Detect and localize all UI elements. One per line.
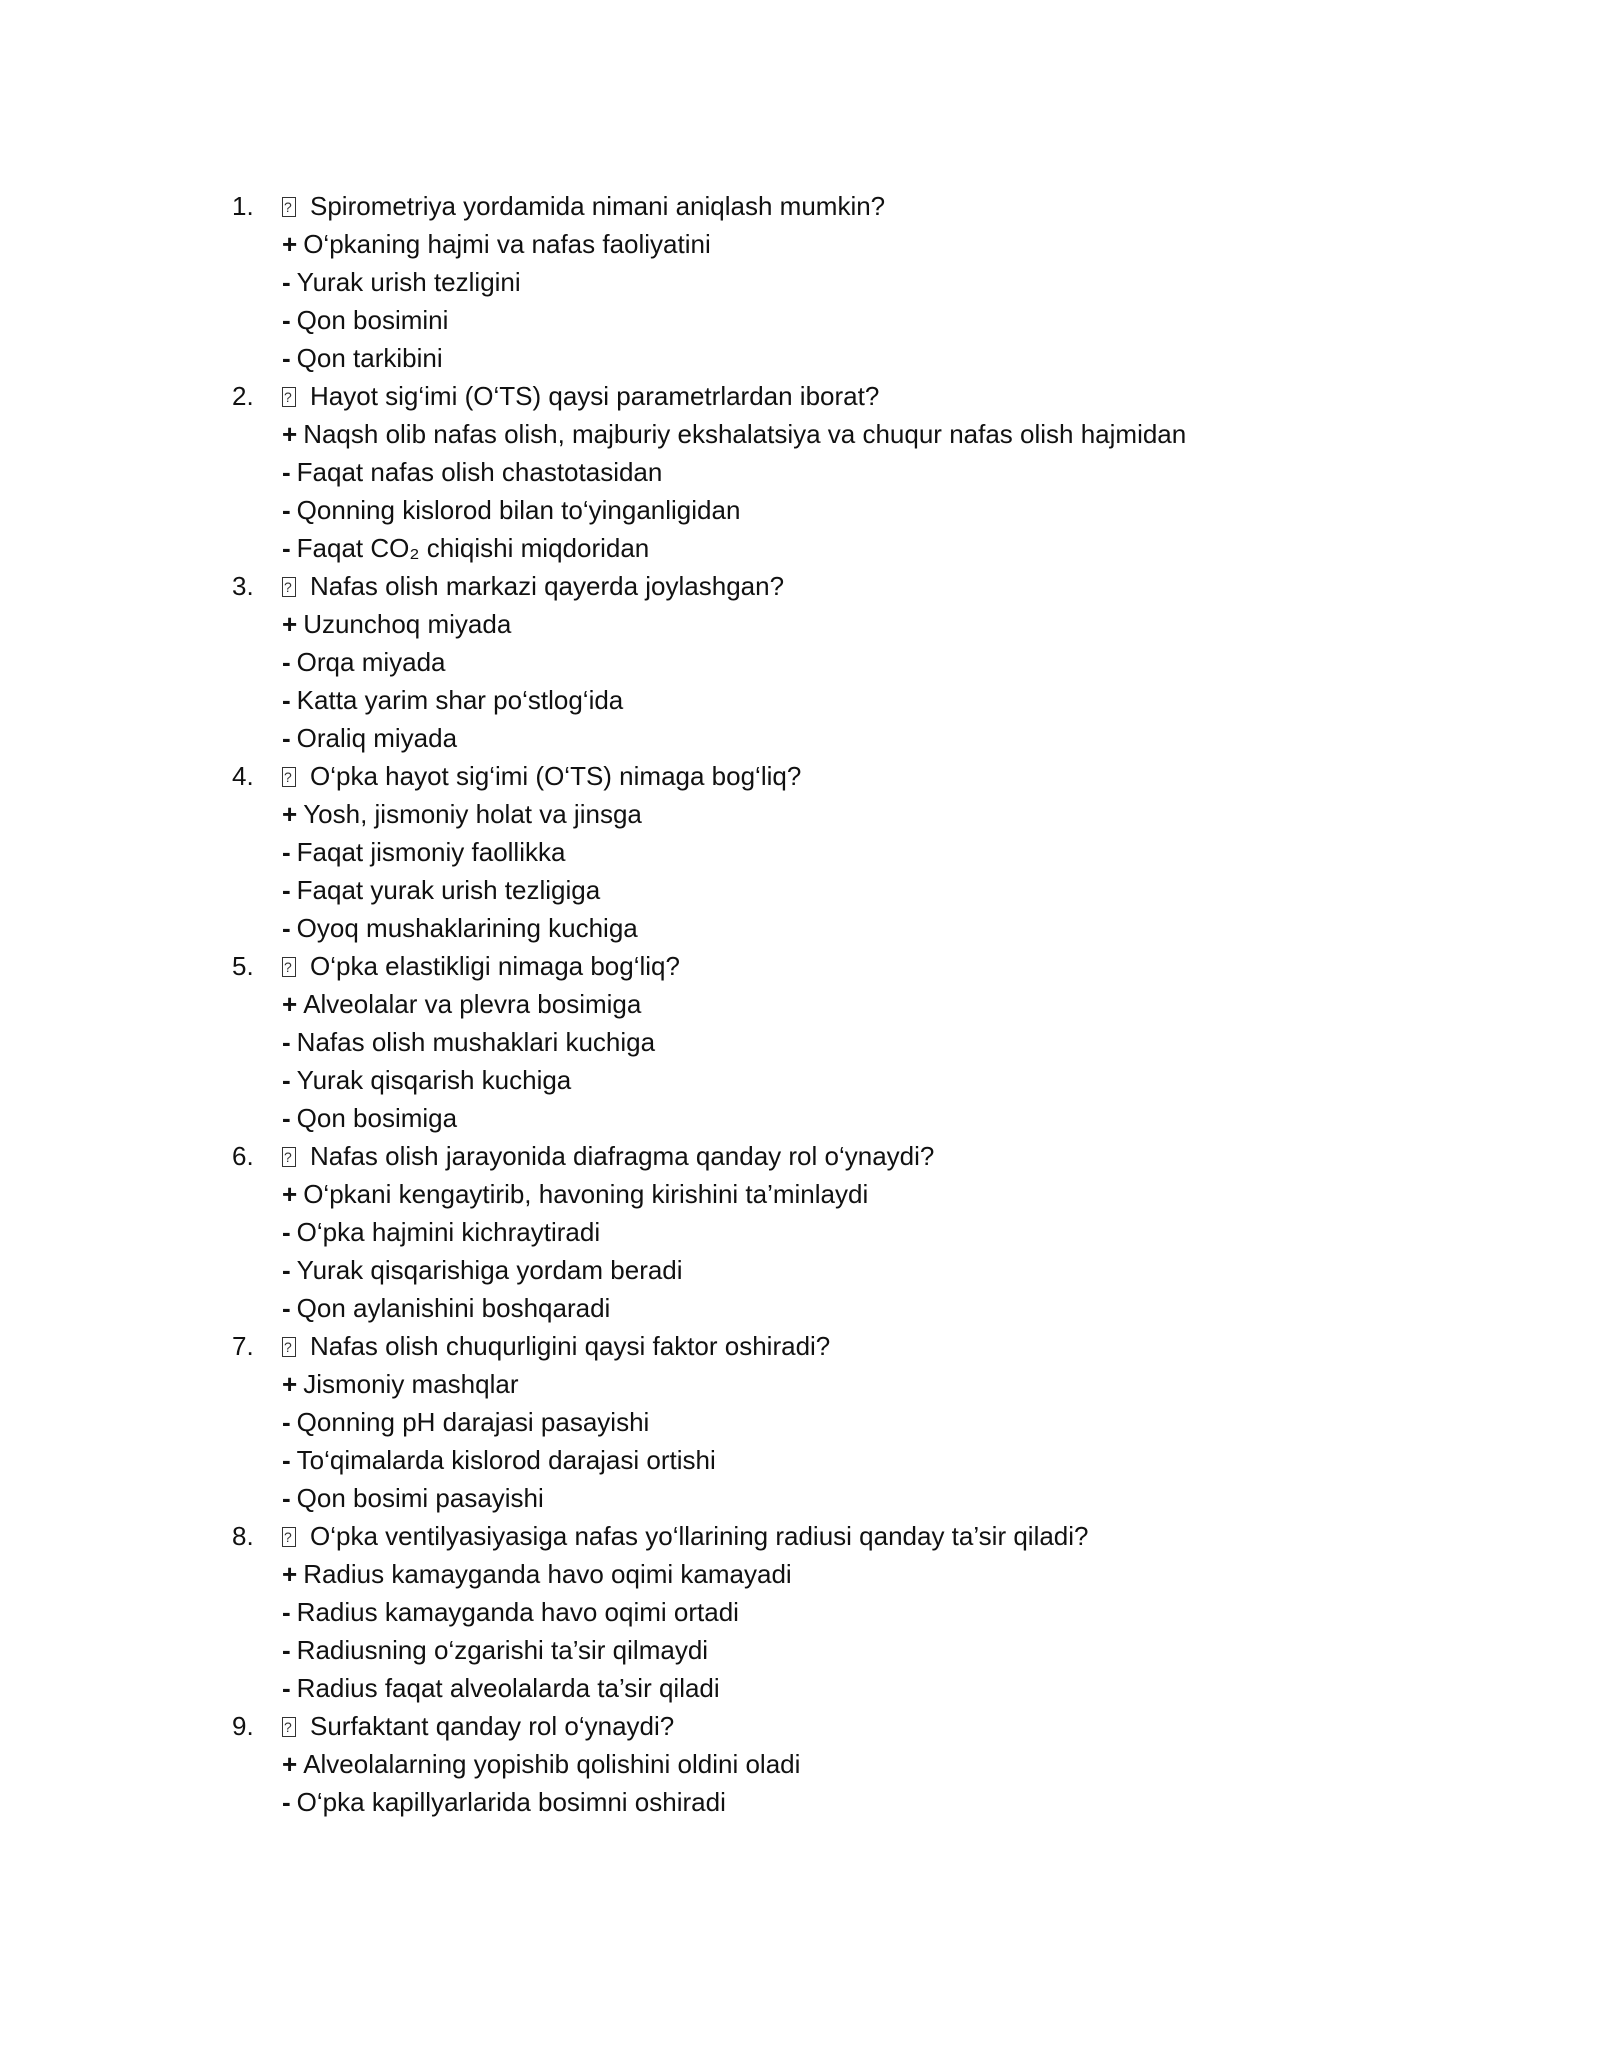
question-text: Surfaktant qanday rol o‘ynaydi? xyxy=(310,1711,675,1741)
answer-text: Yurak urish tezligini xyxy=(296,267,521,297)
answer-text: Faqat jismoniy faollikka xyxy=(296,837,566,867)
correct-answer-option xyxy=(232,985,1432,1023)
answer-mark: + xyxy=(282,1369,298,1399)
answer-mark: - xyxy=(282,1445,291,1475)
correct-answer-option xyxy=(232,1365,1432,1403)
answer-option xyxy=(232,1099,1432,1137)
answer-text: Qon bosimiga xyxy=(296,1103,458,1133)
correct-answer-option xyxy=(232,225,1432,263)
question-text: Spirometriya yordamida nimani aniqlash mumkin? xyxy=(310,191,886,221)
correct-answer-option xyxy=(232,1175,1432,1213)
question-number: 7. xyxy=(232,1331,254,1361)
question-number: 3. xyxy=(232,571,254,601)
question-text: Nafas olish chuqurligini qaysi faktor oshiradi? xyxy=(310,1331,831,1361)
answer-mark: - xyxy=(282,1293,291,1323)
answer-mark: + xyxy=(282,419,298,449)
question-number: 5. xyxy=(232,951,254,981)
answer-text: Faqat CO₂ chiqishi miqdoridan xyxy=(296,533,650,563)
answer-text: Alveolalarning yopishib qolishini oldini oladi xyxy=(303,1749,801,1779)
answer-option xyxy=(232,491,1432,529)
question-number: 9. xyxy=(232,1711,254,1741)
answer-text: Naqsh olib nafas olish, majburiy ekshalatsiya va chuqur nafas olish hajmidan xyxy=(303,419,1187,449)
question-line xyxy=(232,567,1432,605)
answer-option xyxy=(232,1023,1432,1061)
answer-mark: - xyxy=(282,1255,291,1285)
answer-text: O‘pkani kengaytirib, havoning kirishini ta’minlaydi xyxy=(303,1179,869,1209)
missing-glyph-icon xyxy=(282,767,296,787)
question-text: Hayot sig‘imi (O‘TS) qaysi parametrlardan iborat? xyxy=(310,381,880,411)
answer-text: Uzunchoq miyada xyxy=(303,609,512,639)
answer-option xyxy=(232,529,1432,567)
answer-mark: + xyxy=(282,1559,298,1589)
answer-option xyxy=(232,833,1432,871)
answer-text: Jismoniy mashqlar xyxy=(303,1369,519,1399)
answer-mark: - xyxy=(282,495,291,525)
question-line xyxy=(232,1137,1432,1175)
answer-text: Alveolalar va plevra bosimiga xyxy=(303,989,642,1019)
answer-mark: - xyxy=(282,533,291,563)
answer-text: Radius kamayganda havo oqimi kamayadi xyxy=(303,1559,792,1589)
missing-glyph-icon xyxy=(282,1717,296,1737)
answer-option xyxy=(232,1441,1432,1479)
answer-option xyxy=(232,1669,1432,1707)
answer-option xyxy=(232,1479,1432,1517)
missing-glyph-icon xyxy=(282,1527,296,1547)
correct-answer-option xyxy=(232,605,1432,643)
answer-mark: - xyxy=(282,1027,291,1057)
answer-option xyxy=(232,643,1432,681)
correct-answer-option xyxy=(232,1745,1432,1783)
missing-glyph-icon xyxy=(282,1337,296,1357)
question-line xyxy=(232,947,1432,985)
answer-text: Radius kamayganda havo oqimi ortadi xyxy=(296,1597,739,1627)
answer-option xyxy=(232,1061,1432,1099)
answer-mark: - xyxy=(282,647,291,677)
answer-text: Qonning kislorod bilan to‘yinganligidan xyxy=(296,495,741,525)
missing-glyph-icon xyxy=(282,577,296,597)
question-item xyxy=(232,1137,1432,1327)
answer-mark: - xyxy=(282,1787,291,1817)
answer-text: Radius faqat alveolalarda ta’sir qiladi xyxy=(296,1673,720,1703)
answer-text: Yurak qisqarish kuchiga xyxy=(296,1065,572,1095)
question-item xyxy=(232,567,1432,757)
answer-text: Faqat nafas olish chastotasidan xyxy=(296,457,663,487)
answer-text: Katta yarim shar po‘stlog‘ida xyxy=(296,685,624,715)
answer-mark: - xyxy=(282,913,291,943)
answer-text: Qonning pH darajasi pasayishi xyxy=(296,1407,650,1437)
correct-answer-option xyxy=(232,1555,1432,1593)
question-item xyxy=(232,1517,1432,1707)
answer-option xyxy=(232,453,1432,491)
question-number: 4. xyxy=(232,761,254,791)
answer-mark: + xyxy=(282,1179,298,1209)
answer-option xyxy=(232,871,1432,909)
answer-text: O‘pka hajmini kichraytiradi xyxy=(296,1217,601,1247)
answer-mark: + xyxy=(282,989,298,1019)
answer-mark: - xyxy=(282,1597,291,1627)
question-line xyxy=(232,377,1432,415)
missing-glyph-icon xyxy=(282,387,296,407)
answer-option xyxy=(232,1213,1432,1251)
answer-text: Yurak qisqarishiga yordam beradi xyxy=(296,1255,683,1285)
answer-text: Orqa miyada xyxy=(296,647,446,677)
question-text: O‘pka ventilyasiyasiga nafas yo‘llarining radiusi qanday ta’sir qiladi? xyxy=(310,1521,1089,1551)
answer-text: Qon bosimini xyxy=(296,305,449,335)
question-number: 1. xyxy=(232,191,254,221)
correct-answer-option xyxy=(232,795,1432,833)
question-number: 6. xyxy=(232,1141,254,1171)
answer-text: Faqat yurak urish tezligiga xyxy=(296,875,601,905)
answer-mark: - xyxy=(282,457,291,487)
answer-option xyxy=(232,681,1432,719)
quiz-list xyxy=(232,187,1432,1821)
missing-glyph-icon xyxy=(282,197,296,217)
question-item xyxy=(232,1707,1432,1821)
answer-text: O‘pka kapillyarlarida bosimni oshiradi xyxy=(296,1787,726,1817)
answer-mark: - xyxy=(282,685,291,715)
question-text: Nafas olish jarayonida diafragma qanday rol o‘ynaydi? xyxy=(310,1141,935,1171)
missing-glyph-icon xyxy=(282,1147,296,1167)
question-line xyxy=(232,1707,1432,1745)
answer-option xyxy=(232,1251,1432,1289)
question-line xyxy=(232,187,1432,225)
answer-text: Oraliq miyada xyxy=(296,723,458,753)
question-item xyxy=(232,757,1432,947)
answer-text: Yosh, jismoniy holat va jinsga xyxy=(303,799,642,829)
question-text: O‘pka hayot sig‘imi (O‘TS) nimaga bog‘liq? xyxy=(310,761,802,791)
answer-mark: - xyxy=(282,1103,291,1133)
answer-option xyxy=(232,1631,1432,1669)
answer-option xyxy=(232,301,1432,339)
answer-mark: - xyxy=(282,343,291,373)
answer-option xyxy=(232,909,1432,947)
question-number: 2. xyxy=(232,381,254,411)
answer-text: Oyoq mushaklarining kuchiga xyxy=(296,913,638,943)
answer-mark: - xyxy=(282,1217,291,1247)
answer-mark: - xyxy=(282,1635,291,1665)
answer-mark: - xyxy=(282,875,291,905)
answer-text: To‘qimalarda kislorod darajasi ortishi xyxy=(296,1445,716,1475)
question-number: 8. xyxy=(232,1521,254,1551)
missing-glyph-icon xyxy=(282,957,296,977)
question-line xyxy=(232,757,1432,795)
answer-mark: - xyxy=(282,1673,291,1703)
answer-mark: - xyxy=(282,1407,291,1437)
answer-text: Qon tarkibini xyxy=(296,343,443,373)
answer-text: Nafas olish mushaklari kuchiga xyxy=(296,1027,656,1057)
answer-option xyxy=(232,263,1432,301)
question-item xyxy=(232,947,1432,1137)
correct-answer-option xyxy=(232,415,1432,453)
question-item xyxy=(232,1327,1432,1517)
answer-mark: - xyxy=(282,837,291,867)
answer-option xyxy=(232,719,1432,757)
answer-text: Radiusning o‘zgarishi ta’sir qilmaydi xyxy=(296,1635,709,1665)
question-text: Nafas olish markazi qayerda joylashgan? xyxy=(310,571,785,601)
answer-mark: + xyxy=(282,609,298,639)
answer-text: Qon bosimi pasayishi xyxy=(296,1483,544,1513)
answer-option xyxy=(232,1403,1432,1441)
question-line xyxy=(232,1517,1432,1555)
question-item xyxy=(232,187,1432,377)
answer-option xyxy=(232,339,1432,377)
answer-mark: - xyxy=(282,267,291,297)
answer-text: Qon aylanishini boshqaradi xyxy=(296,1293,611,1323)
answer-option xyxy=(232,1783,1432,1821)
answer-text: O‘pkaning hajmi va nafas faoliyatini xyxy=(303,229,711,259)
answer-mark: + xyxy=(282,229,298,259)
answer-mark: - xyxy=(282,723,291,753)
answer-mark: - xyxy=(282,1065,291,1095)
answer-option xyxy=(232,1289,1432,1327)
question-text: O‘pka elastikligi nimaga bog‘liq? xyxy=(310,951,680,981)
answer-mark: + xyxy=(282,1749,298,1779)
answer-mark: + xyxy=(282,799,298,829)
answer-option xyxy=(232,1593,1432,1631)
question-line xyxy=(232,1327,1432,1365)
question-item xyxy=(232,377,1432,567)
answer-mark: - xyxy=(282,1483,291,1513)
answer-mark: - xyxy=(282,305,291,335)
